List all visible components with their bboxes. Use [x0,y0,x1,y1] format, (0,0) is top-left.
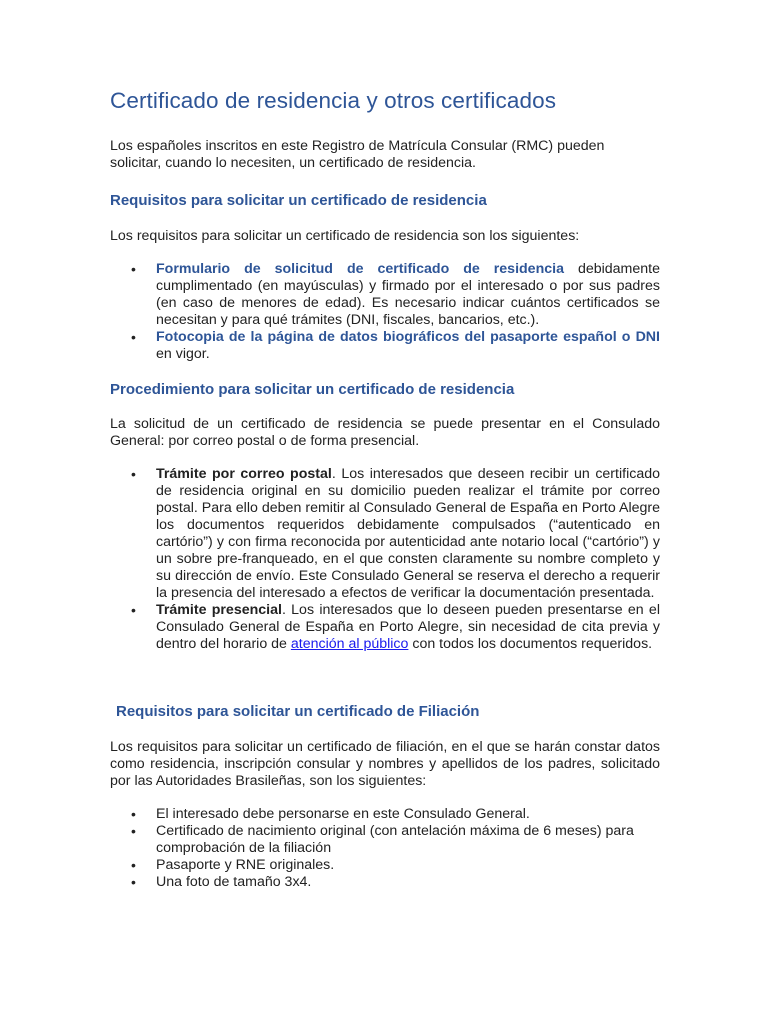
list-item-strong: Trámite por correo postal [156,466,332,482]
section-heading-residencia-requisitos: Requisitos para solicitar un certificado de residencia [110,192,487,209]
section-heading-procedimiento: Procedimiento para solicitar un certificado de residencia [110,381,515,398]
list-item-text: con todos los documentos requeridos. [408,636,653,652]
list-item-text: . Los interesados que deseen recibir un certificado de residencia original en su domicilio pueden realizar el trámite por correo postal. Para ello deben remitir al Consulado General de España en Porto Alegre los documentos requeridos debidamente compulsados (“autenticado en cartório”) y con firma reconocida por autenticidad ante notario local (“cartório”) y un sobre pre-franqueado, en el que consten claramente su nombre completo y su dirección de envío. Este Consulado General se reserva el derecho a requerir la presencia del interesado a efectos de verificar la documentación presentada. [156,466,660,601]
list-item-text: en vigor. [156,346,210,362]
list-item: • El interesado debe personarse en este Consulado General. [110,806,660,823]
page-title: Certificado de residencia y otros certificados [110,88,557,113]
list-item: • Pasaporte y RNE originales. [110,857,660,874]
list-item-text: . Los interesados que lo deseen pueden presentarse en el Consulado General de España en Porto Alegre, sin necesidad de cita previa y dentro del horario de [156,602,660,652]
list-item-strong: Trámite presencial [156,602,282,618]
list-item-text: debidamente cumplimentado (en mayúsculas) y firmado por el interesado o por sus padres (en caso de menores de edad). Es necesario indicar cuántos certificados se necesitan y para qué trámites (DNI, fiscales, bancarios, etc.). [156,261,660,328]
requirements-list [110,261,660,363]
list-item: • Una foto de tamaño 3x4. [110,874,660,891]
procedure-list [110,466,660,653]
passport-link-text[interactable]: Fotocopia de la página de datos biográficos del pasaporte español o DNI [156,329,660,345]
intro-paragraph: Los españoles inscritos en este Registro de Matrícula Consular (RMC) pueden solicitar, cuando lo necesiten, un certificado de residencia. [110,138,605,171]
form-link-text[interactable]: Formulario de solicitud de certificado de residencia [156,261,564,277]
list-item [110,466,660,602]
list-item [110,602,660,653]
section-lead: Los requisitos para solicitar un certificado de filiación, en el que se harán constar datos como residencia, inscripción consular y nombres y apellidos de los padres, solicitado por las Autoridades Brasileñas, son los siguientes: [110,739,660,789]
list-item [110,329,660,363]
filiacion-list [110,806,660,891]
atencion-publico-link[interactable]: atención al público [290,636,409,652]
list-item: • Certificado de nacimiento original (con antelación máxima de 6 meses) para comprobación de la filiación [110,823,660,857]
section-lead: Los requisitos para solicitar un certificado de residencia son los siguientes: [110,228,580,244]
section-heading-filiacion: Requisitos para solicitar un certificado de Filiación [116,703,480,720]
section-lead: La solicitud de un certificado de residencia se puede presentar en el Consulado General: por correo postal o de forma presencial. [110,416,660,449]
document-page [110,86,660,891]
list-item [110,261,660,329]
